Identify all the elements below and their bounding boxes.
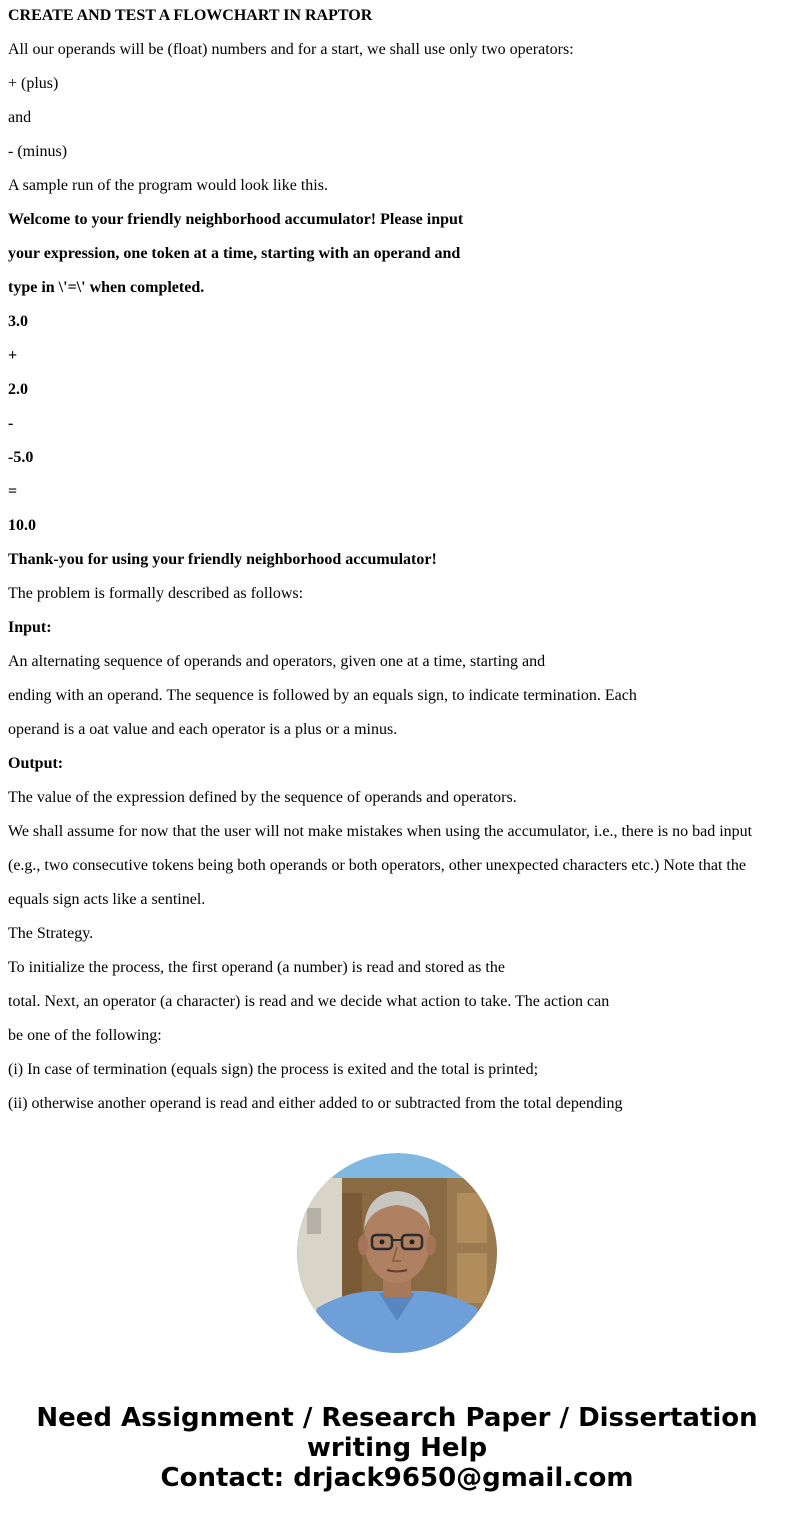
text-line: All our operands will be (float) numbers and for a start, we shall use only two operators: xyxy=(8,41,574,58)
text-line: Output: xyxy=(8,755,64,772)
promo-line-2: writing Help xyxy=(306,1433,488,1463)
promo-banner xyxy=(0,1403,794,1493)
text-line: Welcome to your friendly neighborhood accumulator! Please input xyxy=(8,211,464,228)
text-line: your expression, one token at a time, starting with an operand and xyxy=(8,245,461,262)
text-line: A sample run of the program would look like this. xyxy=(8,177,328,194)
text-line: and xyxy=(8,109,32,126)
text-line: (i) In case of termination (equals sign) the process is exited and the total is printed; xyxy=(8,1061,539,1078)
text-line: - xyxy=(8,415,14,432)
text-line: To initialize the process, the first operand (a number) is read and stored as the xyxy=(8,959,505,976)
text-line: = xyxy=(8,483,18,500)
text-line: equals sign acts like a sentinel. xyxy=(8,891,206,908)
text-line: operand is a oat value and each operator is a plus or a minus. xyxy=(8,721,398,738)
text-line: total. Next, an operator (a character) is read and we decide what action to take. The action can xyxy=(8,993,610,1010)
text-line: 2.0 xyxy=(8,381,28,398)
document-body xyxy=(8,0,788,1129)
text-line: + xyxy=(8,347,18,364)
text-line: The Strategy. xyxy=(8,925,94,942)
text-line: An alternating sequence of operands and operators, given one at a time, starting and xyxy=(8,653,546,670)
text-line: The problem is formally described as follows: xyxy=(8,585,304,602)
author-avatar xyxy=(297,1153,497,1353)
text-line: We shall assume for now that the user will not make mistakes when using the accumulator, i.e., there is no bad input xyxy=(8,823,753,840)
text-line: type in \'=\' when completed. xyxy=(8,279,205,296)
text-line: The value of the expression defined by the sequence of operands and operators. xyxy=(8,789,517,806)
promo-line-1: Need Assignment / Research Paper / Dissertation xyxy=(36,1403,758,1433)
text-line: (e.g., two consecutive tokens being both operands or both operators, other unexpected characters etc.) Note that the xyxy=(8,857,746,874)
avatar-photo-graphic xyxy=(297,1153,497,1353)
text-line: -5.0 xyxy=(8,449,34,466)
text-line: (ii) otherwise another operand is read and either added to or subtracted from the total depending xyxy=(8,1095,623,1112)
text-line: Input: xyxy=(8,619,52,636)
document-title: CREATE AND TEST A FLOWCHART IN RAPTOR xyxy=(8,7,373,24)
text-line: + (plus) xyxy=(8,75,59,92)
promo-contact: Contact: drjack9650@gmail.com xyxy=(160,1463,634,1493)
text-line: 10.0 xyxy=(8,517,36,534)
text-line: ending with an operand. The sequence is followed by an equals sign, to indicate termination. Each xyxy=(8,687,637,704)
text-line: Thank-you for using your friendly neighborhood accumulator! xyxy=(8,551,437,568)
text-line: - (minus) xyxy=(8,143,68,160)
text-line: be one of the following: xyxy=(8,1027,162,1044)
text-line: 3.0 xyxy=(8,313,28,330)
